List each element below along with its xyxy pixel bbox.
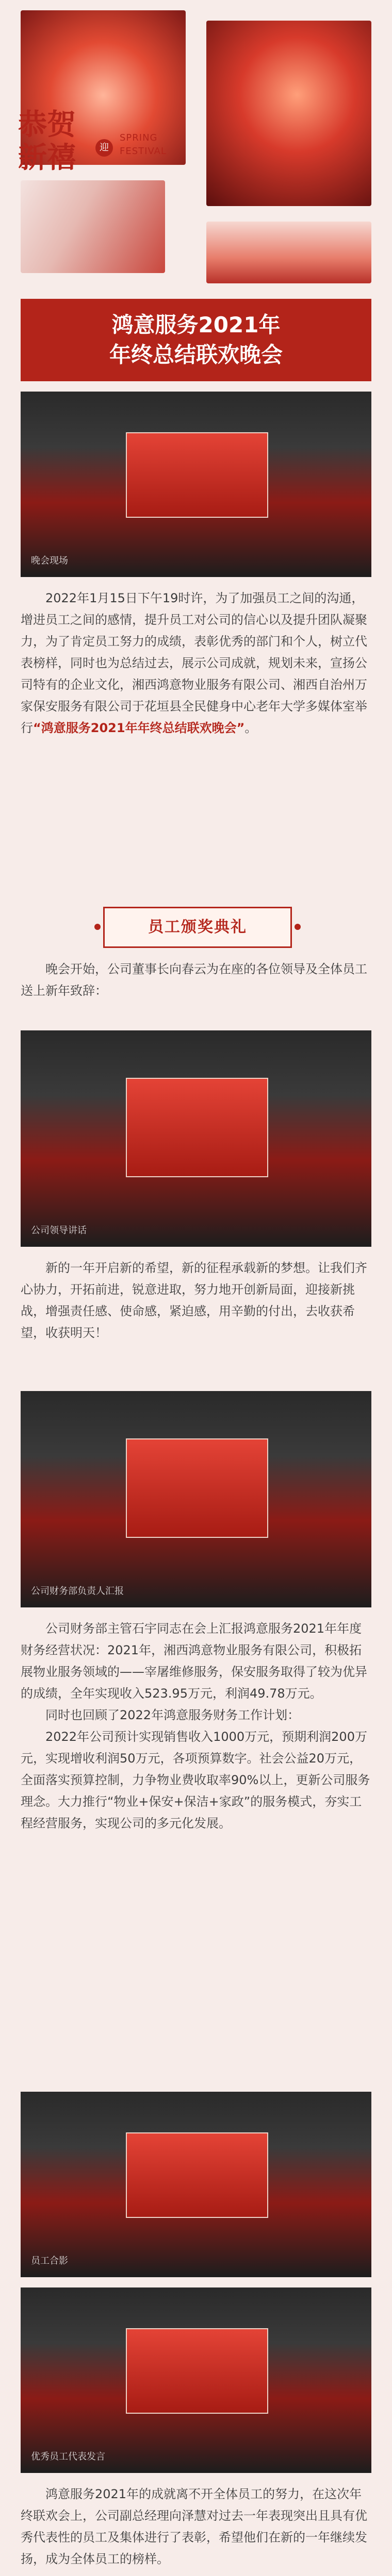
hero-section (0, 0, 392, 289)
section-tag-label: 员工颁奖典礼 (148, 918, 247, 936)
title-en-line-1: SPRING (120, 132, 158, 143)
para-4-text: 公司财务部主管石宇同志在会上汇报鸿意服务2021年年度财务经营状况：2021年，湘西鸿意物业服务有限公司，积极拓展物业服务领域的——宰屠维修服务，保安服务取得了较为优异的成绩，全年实现收入523.95万元，利润49.78万元。 (21, 1621, 367, 1701)
title-line-1: 恭贺 (18, 108, 76, 142)
intro-paragraph (21, 587, 371, 739)
stage-screen (126, 432, 268, 518)
intro-text-main: 2022年1月15日下午19时许，为了加强员工之间的沟通，增进员工之间的感情，提升员工对公司的信心以及提升团队凝聚力，为了肯定员工努力的成绩，表彰优秀的部门和个人，树立代表榜样，同时也为总结过去，展示公司成就，规划未来，宣扬公司特有的企业文化，湘西鸿意物业服务有限公司、湘西自治州万家保安服务有限公司于花垣县全民健身中心老年大学多媒体室举行 (21, 591, 367, 735)
title-english (120, 131, 167, 158)
intro-text-end: 。 (244, 721, 257, 735)
para-4-text-c: 2022年公司预计实现销售收入1000万元，预期利润200万元，实现增收利润50万元，各项预算数字。社会公益20万元，全面落实预算控制，力争物业费收取率90%以上，更新公司服务理念。大力推行“物业+保安+保洁+家政”的服务模式，夯实工程经营服务，实现公司的多元化发展。 (21, 1730, 370, 1831)
title-en-line-2: FESTIVAL (120, 146, 167, 157)
event-photo-1 (21, 392, 371, 577)
intro-highlight: “鸿意服务2021年年终总结联欢晚会” (33, 721, 245, 735)
stage-screen (126, 2328, 268, 2414)
section-tag-dot-right (295, 924, 301, 930)
para-4 (21, 1618, 371, 2081)
photo-caption-5: 优秀员工代表发言 (31, 2451, 105, 2462)
stage-screen (126, 1438, 268, 1538)
event-photo-2 (21, 1030, 371, 1247)
title-line-2: 新禧 (18, 141, 76, 175)
para-4-text-b: 同时也回顾了2022年鸿意服务财务工作计划： (45, 1708, 300, 1722)
photo-caption-4: 员工合影 (31, 2256, 68, 2266)
event-photo-3 (21, 1391, 371, 1607)
event-photo-4 (21, 2092, 371, 2277)
para-5 (21, 2483, 371, 2576)
stage-screen (126, 2132, 268, 2218)
hero-decoration-photo-left (21, 180, 165, 273)
section-tag-dot-left (94, 924, 101, 930)
para-3-text: 新的一年开启新的希望，新的征程承载新的梦想。让我们齐心协力，开拓前进，锐意进取，努力地开创新局面，迎接新挑战，增强责任感、使命感，紧迫感，用辛勤的付出，去收获希望，收获明天！ (21, 1261, 367, 1340)
para-3 (21, 1257, 371, 1381)
event-banner (21, 299, 371, 381)
banner-line-1: 鸿意服务2021年 (111, 312, 281, 337)
para-2 (21, 958, 371, 1020)
title-chinese (18, 108, 90, 174)
event-photo-5 (21, 2287, 371, 2473)
title-area (0, 108, 392, 191)
stage-screen (126, 1078, 268, 1177)
para-2-text: 晚会开始，公司董事长向春云为在座的各位领导及全体员工送上新年致辞： (21, 962, 367, 998)
hero-decoration-photo-right (206, 222, 371, 283)
banner-line-2: 年终总结联欢晚会 (109, 342, 283, 367)
section-tag-awards (103, 907, 292, 948)
intro-text (21, 587, 371, 896)
photo-caption-3: 公司财务部负责人汇报 (31, 1586, 124, 1597)
title-badge: 迎 (95, 139, 113, 157)
para-5-text: 鸿意服务2021年的成就离不开全体员工的努力，在这次年终联欢会上，公司副总经理向泽慧对过去一年表现突出且具有优秀代表性的员工及集体进行了表彰，希望他们在新的一年继续发扬，成为全体员工的榜样。 (21, 2487, 367, 2566)
photo-caption-2: 公司领导讲话 (31, 1225, 87, 1236)
photo-caption-1: 晚会现场 (31, 555, 68, 566)
